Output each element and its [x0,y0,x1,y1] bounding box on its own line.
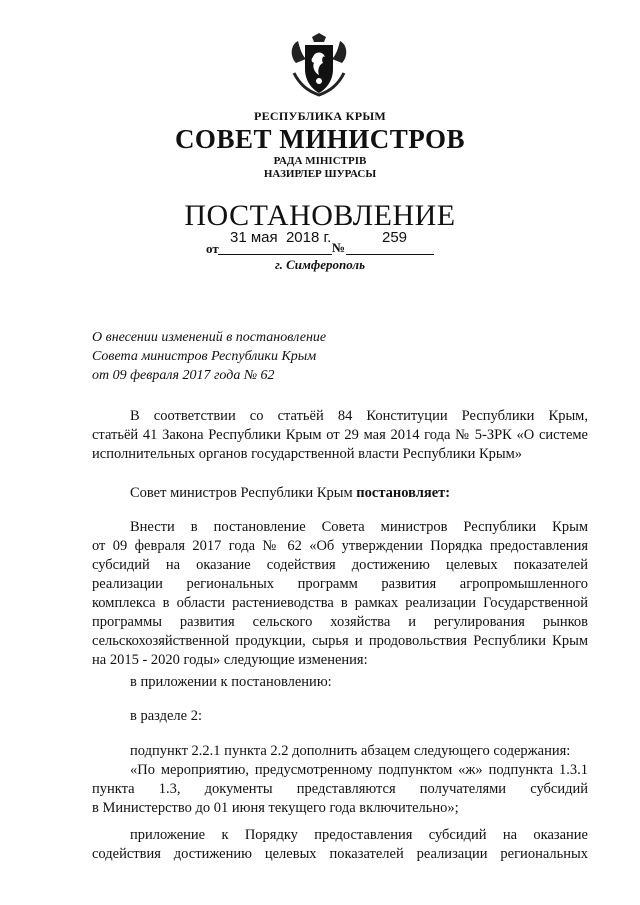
resolves-lead: Совет министров Республики Крым [130,485,357,501]
document-type: ПОСТАНОВЛЕНИЕ [184,199,456,232]
republic-name: РЕСПУБЛИКА КРЫМ [253,109,387,123]
paragraph-appendix [92,673,588,692]
text-line: В соответствии со статьёй 84 Конституции Республики Крым, [130,408,588,424]
subject-line: О внесении изменений в постановление [92,330,327,345]
text-line: комплекса в области растениеводства в рамках реализации Государственной [92,595,588,611]
paragraph-appendix-order [92,826,588,864]
text-line: программы развития сельского хозяйства и регулирования рынков [92,614,588,630]
paragraph-amendment [92,518,588,670]
date-underline [218,254,332,255]
decree-date: 31 мая 2018 г. [230,229,332,246]
subject-line: Совета министров Республики Крым [92,349,317,364]
city: г. Симферополь [274,257,366,272]
number-sign: № [332,240,346,255]
crimea-coat-of-arms-icon [286,33,352,97]
text-line: Внести в постановление Совета министров Республики Крым [130,519,588,535]
paragraph-legal-basis [92,407,588,464]
subject-line: от 09 февраля 2017 года № 62 [92,368,275,383]
paragraph-section [92,707,588,726]
text-line: от 09 февраля 2017 года № 62 «Об утверждении Порядка предоставления [92,538,588,554]
council-title: СОВЕТ МИНИСТРОВ [174,124,466,154]
decree-number: 259 [382,229,408,246]
date-prefix: от [206,241,219,256]
text-line: «По мероприятию, предусмотренному подпунктом «ж» подпункта 1.3.1 [130,762,588,778]
text-line: на 2015 - 2020 годы» следующие изменения: [92,652,368,668]
text-line: реализации региональных программ развития агропромышленного [92,576,588,592]
paragraph-subclause [92,742,588,818]
number-underline [346,254,434,255]
text-line: исполнительных органов государственной власти Республики Крым» [92,446,523,462]
text-line [92,484,588,503]
text-line: сельскохозяйственной продукции, сырья и продовольствия Республики Крым [92,633,588,649]
resolves-keyword: постановляет: [356,485,451,501]
text-line: содействия достижению целевых показателей реализации региональных [92,846,588,862]
text-line: приложение к Порядку предоставления субсидий на оказание [130,827,588,843]
text-line: в Министерство до 01 июня текущего года включительно»; [92,800,459,816]
text-line: в приложении к постановлению: [130,674,332,690]
text-line: статьёй 41 Закона Республики Крым от 29 мая 2014 года № 5-ЗРК «О системе [92,427,588,443]
text-line: в разделе 2: [130,708,203,724]
council-title-ukrainian: РАДА МІНІСТРІВ [273,155,367,167]
text-line: субсидий на оказание содействия достижению целевых показателей [92,557,588,573]
paragraph-resolves [92,484,588,503]
council-title-crimean-tatar: НАЗИРЛЕР ШУРАСЫ [263,168,377,180]
decree-subject [92,328,326,385]
text-line: пункта 1.3, документы представляются получателями субсидий [92,781,588,797]
text-line: подпункт 2.2.1 пункта 2.2 дополнить абзацем следующего содержания: [130,743,571,759]
